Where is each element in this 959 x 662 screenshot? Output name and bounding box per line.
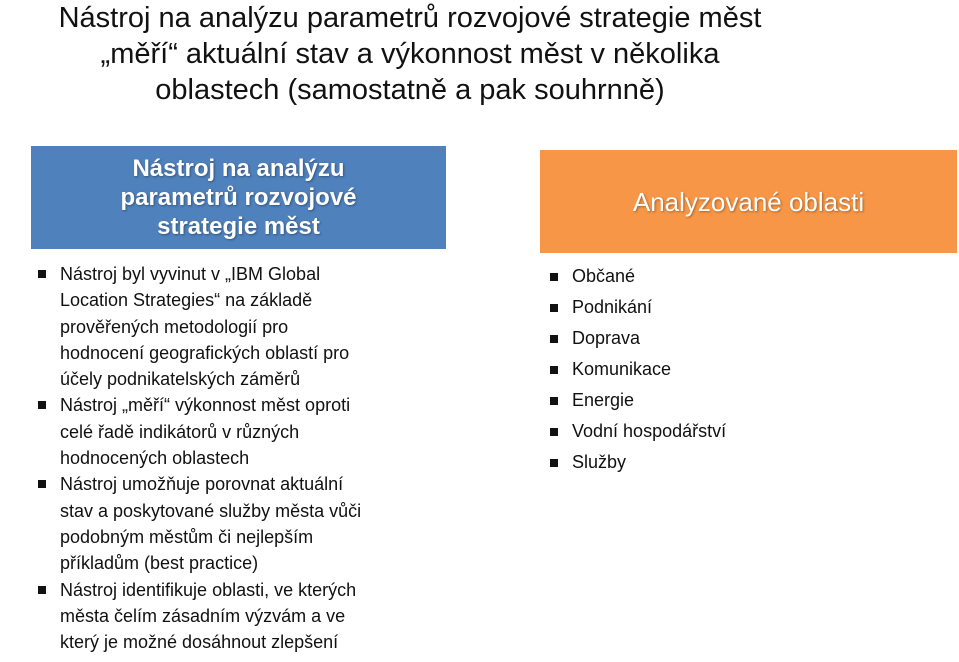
list-item xyxy=(34,261,449,392)
list-item xyxy=(546,292,946,323)
right-bullet-list xyxy=(546,261,946,478)
bullet-text-line: celé řadě indikátorů v různých xyxy=(60,421,300,442)
title-line: Nástroj na analýzu parametrů rozvojové strategie měst xyxy=(58,2,762,34)
left-bullet-list xyxy=(34,261,449,655)
left-header-line: strategie měst xyxy=(157,213,320,240)
bullet-text-line: stav a poskytované služby města vůči xyxy=(60,500,362,521)
right-panel-header xyxy=(540,150,957,253)
area-label: Energie xyxy=(572,390,635,410)
square-bullet-icon xyxy=(38,480,46,488)
area-label: Doprava xyxy=(572,328,641,348)
square-bullet-icon xyxy=(38,401,46,409)
list-item xyxy=(34,392,449,471)
area-label: Služby xyxy=(572,452,627,472)
list-item xyxy=(546,323,946,354)
square-bullet-icon xyxy=(38,586,46,594)
area-label: Komunikace xyxy=(572,359,672,379)
slide-title xyxy=(0,0,820,108)
list-item xyxy=(546,261,946,292)
square-bullet-icon xyxy=(550,335,558,343)
list-item xyxy=(546,354,946,385)
bullet-text-line: prověřených metodologií pro xyxy=(60,316,289,337)
list-item xyxy=(546,447,946,478)
title-line: „měří“ aktuální stav a výkonnost měst v několika xyxy=(100,38,720,70)
bullet-text-line: Nástroj umožňuje porovnat aktuální xyxy=(60,474,344,495)
list-item xyxy=(546,416,946,447)
bullet-text-line: hodnocených oblastech xyxy=(60,448,250,469)
right-header-label: Analyzované oblasti xyxy=(632,186,865,217)
area-label: Vodní hospodářství xyxy=(572,421,727,441)
bullet-text-line: příkladům (best practice) xyxy=(60,553,259,574)
bullet-text-line: Nástroj identifikuje oblasti, ve kterých xyxy=(60,579,357,600)
square-bullet-icon xyxy=(550,304,558,312)
bullet-text-line: města čelím zásadním výzvám a ve xyxy=(60,605,346,626)
area-label: Občané xyxy=(572,266,636,286)
bullet-text-line: Nástroj „měří“ výkonnost měst oproti xyxy=(60,395,351,416)
square-bullet-icon xyxy=(550,366,558,374)
area-label: Podnikání xyxy=(572,297,653,317)
square-bullet-icon xyxy=(550,428,558,436)
bullet-text-line: účely podnikatelských záměrů xyxy=(60,369,301,390)
bullet-text-line: který je možné dosáhnout zlepšení xyxy=(60,632,339,653)
list-item xyxy=(34,471,449,576)
square-bullet-icon xyxy=(550,397,558,405)
list-item xyxy=(546,385,946,416)
left-panel-header xyxy=(31,146,446,249)
bullet-text-line: Nástroj byl vyvinut v „IBM Global xyxy=(60,264,321,284)
square-bullet-icon xyxy=(38,270,46,278)
square-bullet-icon xyxy=(550,273,558,281)
square-bullet-icon xyxy=(550,459,558,467)
left-header-line: parametrů rozvojové xyxy=(120,184,357,211)
title-line: oblastech (samostatně a pak souhrnně) xyxy=(155,74,665,106)
bullet-text-line: Location Strategies“ na základě xyxy=(60,290,313,311)
list-item xyxy=(34,577,449,656)
bullet-text-line: podobným městům či nejlepším xyxy=(60,526,314,547)
bullet-text-line: hodnocení geografických oblastí pro xyxy=(60,342,350,363)
left-header-line: Nástroj na analýzu xyxy=(132,155,345,182)
